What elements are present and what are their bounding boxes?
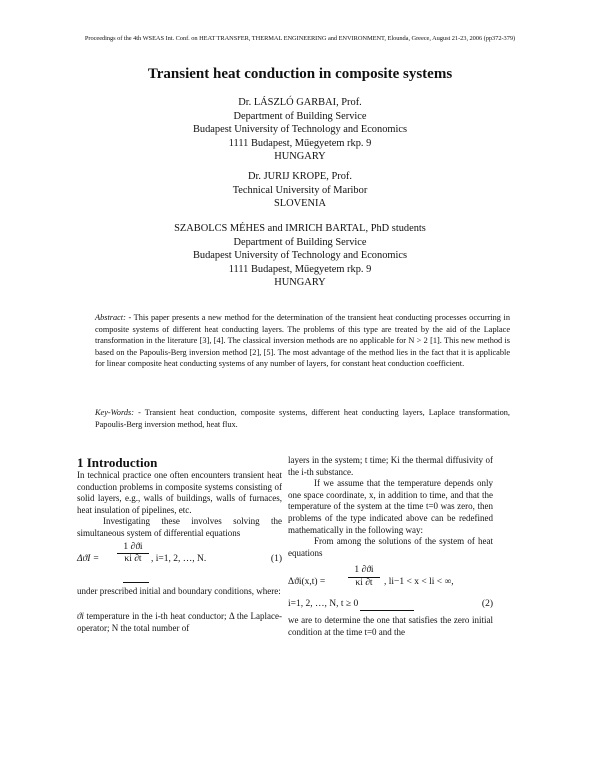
author-line: Technical University of Maribor <box>232 184 368 196</box>
equation-range: , li−1 < x < li < ∞, <box>384 577 454 588</box>
equation-number: (1) <box>270 553 282 564</box>
equation-number: (2) <box>481 599 493 610</box>
author-line: SLOVENIA <box>274 198 326 209</box>
proceedings-header: Proceedings of the 4th WSEAS Int. Conf. on HEAT TRANSFER, THERMAL ENGINEERING and ENVIRONMENT, Elounda, Greece, August 21-23, 2006 (pp372-379) <box>84 35 516 42</box>
equation-2 <box>288 559 493 611</box>
keywords-text: - Transient heat conduction, composite systems, different heat conducting layers, Laplace transformation, Papoulis-Berg inversion method, heat flux. <box>95 408 510 429</box>
author-line: HUNGARY <box>274 151 326 162</box>
abstract <box>95 312 510 370</box>
author-line: 1111 Budapest, Műegyetem rkp. 9 <box>228 137 372 149</box>
fraction-denominator: κi ∂t <box>117 553 149 566</box>
paragraph: From among the solutions of the system of heat equations <box>288 536 493 558</box>
equation-rule <box>123 582 149 583</box>
equation-1 <box>77 540 282 586</box>
paragraph-text: temperature in the i-th heat conductor; Δ the Laplace-operator; N the total number of <box>77 611 282 633</box>
author-line: 1111 Budapest, Műegyetem rkp. 9 <box>228 263 372 275</box>
equation-rule <box>360 610 414 611</box>
paragraph: In technical practice one often encounters transient heat conduction problems in composite systems consisting of solid layers, e.g., walls of buildings, walls of furnaces, heat insulation of pipelines, etc. <box>77 470 282 515</box>
paragraph: under prescribed initial and boundary conditions, where: <box>77 585 281 596</box>
equation-fraction <box>117 542 149 566</box>
paragraph: If we assume that the temperature depends only one space coordinate, x, in addition to time, and that the temperature of the system at the time t=0 was zero, then problems of the type indicated above can be redefined mathematically in the following way: <box>288 478 493 535</box>
author-block-1 <box>0 96 600 164</box>
author-line: Budapest University of Technology and Economics <box>192 124 408 135</box>
author-line: Dr. LÁSZLÓ GARBAI, Prof. <box>238 97 362 108</box>
section-heading: 1 Introduction <box>77 455 158 470</box>
left-column <box>77 455 282 634</box>
equation-lhs: ΔϑI = <box>77 553 100 564</box>
author-line: Department of Building Service <box>233 110 367 122</box>
author-line: Dr. JURIJ KROPE, Prof. <box>248 171 352 182</box>
symbol-theta: ϑi <box>77 611 84 622</box>
equation-range: , i=1, 2, …, N. <box>151 553 207 564</box>
equation-condition: i=1, 2, …, N, t ≥ 0 <box>288 599 359 610</box>
author-block-3 <box>0 222 600 290</box>
keywords <box>95 407 510 430</box>
keywords-label: Key-Words: <box>95 408 135 417</box>
fraction-denominator: κi ∂t <box>348 577 380 590</box>
author-line: Budapest University of Technology and Economics <box>192 250 408 261</box>
fraction-numerator: 1 ∂ϑi <box>123 541 143 552</box>
author-line: HUNGARY <box>274 277 326 288</box>
equation-lhs: Δϑi(x,t) = <box>288 577 326 588</box>
fraction-numerator: 1 ∂ϑi <box>354 565 374 576</box>
right-column <box>288 455 493 639</box>
paragraph: Investigating these involves solving the simultaneous system of differential equations <box>77 516 282 538</box>
abstract-text: - This paper presents a new method for the determination of the transient heat conducting processes occurring in composite systems of different heat conducting layers. The problems of this type are treated by the aid of the Laplace transformation in the literature [3], [4]. The classical inversion methods are no applicable for N > 2 [1]. This new method is based on the Papoulis-Berg inversion method [2], [5]. The most advantage of the method lies in the fact that it is applicable for linear composite heat conducting systems of any number of layers, for constant heat conduction coefficient. <box>95 313 510 368</box>
paragraph <box>77 611 282 634</box>
paragraph: we are to determine the one that satisfies the zero initial condition at the time t=0 and the <box>288 615 493 637</box>
paper-title: Transient heat conduction in composite systems <box>147 66 453 82</box>
author-line: SZABOLCS MÉHES and IMRICH BARTAL, PhD students <box>174 223 426 234</box>
author-line: Department of Building Service <box>233 236 367 248</box>
paragraph: layers in the system; t time; Ki the thermal diffusivity of the i-th substance. <box>288 455 493 477</box>
author-block-2 <box>0 170 600 211</box>
abstract-label: Abstract: <box>95 313 126 322</box>
equation-fraction <box>348 565 380 589</box>
